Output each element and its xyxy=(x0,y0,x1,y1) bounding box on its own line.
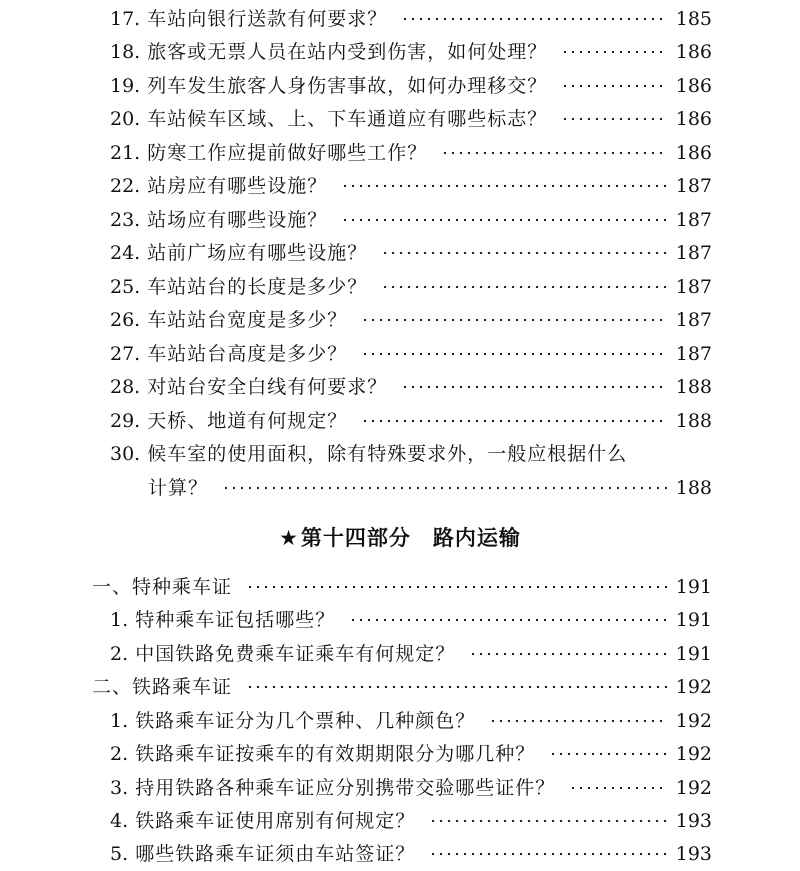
entry-page: 187 xyxy=(675,276,712,298)
entry-number: 29. xyxy=(110,410,141,432)
toc-entry-line1[interactable] xyxy=(110,437,712,471)
section-entry[interactable] xyxy=(92,670,712,704)
part-heading xyxy=(0,520,800,556)
toc-entry[interactable] xyxy=(110,270,712,304)
dot-leader xyxy=(246,685,668,689)
entry-title-continued: 计算？ xyxy=(148,477,209,499)
entry-title: 天桥、地道有何规定？ xyxy=(147,410,348,432)
entry-title: 防寒工作应提前做好哪些工作？ xyxy=(147,142,428,164)
entry-number: 1. xyxy=(110,710,129,732)
dot-leader xyxy=(429,852,668,856)
dot-leader xyxy=(349,618,668,622)
dot-leader xyxy=(361,419,667,423)
entry-title: 车站向银行送款有何要求？ xyxy=(147,8,388,30)
dot-leader xyxy=(401,385,667,389)
dot-leader xyxy=(246,585,668,589)
toc-entry[interactable] xyxy=(110,771,712,805)
entry-page: 191 xyxy=(675,643,712,665)
entry-number: 19. xyxy=(110,75,141,97)
dot-leader xyxy=(489,719,668,723)
toc-entry[interactable] xyxy=(110,69,712,103)
entry-number: 30. xyxy=(110,443,141,465)
entry-page: 187 xyxy=(675,242,712,264)
section-page: 191 xyxy=(675,576,712,598)
toc-entry[interactable] xyxy=(110,35,712,69)
dot-leader xyxy=(569,786,668,790)
entry-title: 哪些铁路乘车证须由车站签证？ xyxy=(135,843,416,865)
entry-title: 铁路乘车证使用席别有何规定？ xyxy=(135,810,416,832)
dot-leader xyxy=(561,117,667,121)
entry-title: 站房应有哪些设施？ xyxy=(147,175,328,197)
section-title: 二、铁路乘车证 xyxy=(92,676,233,698)
toc-entry[interactable] xyxy=(110,303,712,337)
star-icon: ★ xyxy=(279,526,299,550)
entry-page: 191 xyxy=(675,609,712,631)
toc-entry[interactable] xyxy=(110,2,712,36)
toc-entry[interactable] xyxy=(110,136,712,170)
dot-leader xyxy=(401,17,667,21)
dot-leader xyxy=(381,251,667,255)
entry-page: 186 xyxy=(675,142,712,164)
dot-leader xyxy=(341,184,667,188)
entry-page: 192 xyxy=(675,777,712,799)
entry-title: 对站台安全白线有何要求？ xyxy=(147,376,388,398)
entry-number: 1. xyxy=(110,609,129,631)
entry-title: 列车发生旅客人身伤害事故，如何办理移交？ xyxy=(147,75,548,97)
entry-title: 车站站台宽度是多少？ xyxy=(147,309,348,331)
entry-number: 17. xyxy=(110,8,141,30)
toc-entry[interactable] xyxy=(110,603,712,637)
entry-page: 193 xyxy=(675,810,712,832)
dot-leader xyxy=(222,486,668,490)
toc-entry-line2[interactable] xyxy=(148,471,712,505)
entry-title: 站场应有哪些设施？ xyxy=(147,209,328,231)
entry-page: 188 xyxy=(675,376,712,398)
dot-leader xyxy=(469,652,668,656)
entry-title: 车站站台高度是多少？ xyxy=(147,343,348,365)
toc-entry[interactable] xyxy=(110,203,712,237)
entry-number: 2. xyxy=(110,643,129,665)
entry-title: 中国铁路免费乘车证乘车有何规定？ xyxy=(135,643,456,665)
entry-title: 站前广场应有哪些设施？ xyxy=(147,242,368,264)
entry-page: 193 xyxy=(675,843,712,865)
dot-leader xyxy=(381,285,667,289)
entry-number: 2. xyxy=(110,743,129,765)
toc-entry[interactable] xyxy=(110,337,712,371)
toc-entry[interactable] xyxy=(110,704,712,738)
entry-number: 5. xyxy=(110,843,129,865)
entry-number: 18. xyxy=(110,41,141,63)
entry-number: 28. xyxy=(110,376,141,398)
entry-page: 186 xyxy=(675,75,712,97)
entry-page: 187 xyxy=(675,209,712,231)
section-entry[interactable] xyxy=(92,570,712,604)
entry-number: 23. xyxy=(110,209,141,231)
toc-entry[interactable] xyxy=(110,837,712,871)
entry-number: 3. xyxy=(110,777,129,799)
toc-entry[interactable] xyxy=(110,370,712,404)
dot-leader xyxy=(361,318,667,322)
part-title: 路内运输 xyxy=(432,525,521,550)
entry-number: 27. xyxy=(110,343,141,365)
dot-leader xyxy=(561,50,667,54)
entry-page: 192 xyxy=(675,710,712,732)
part-label: 第十四部分 xyxy=(300,525,411,550)
entry-page: 187 xyxy=(675,175,712,197)
dot-leader xyxy=(429,819,668,823)
dot-leader xyxy=(361,352,667,356)
section-title: 一、特种乘车证 xyxy=(92,576,233,598)
entry-title: 旅客或无票人员在站内受到伤害，如何处理？ xyxy=(147,41,548,63)
entry-number: 25. xyxy=(110,276,141,298)
entry-number: 26. xyxy=(110,309,141,331)
entry-number: 4. xyxy=(110,810,129,832)
toc-entry[interactable] xyxy=(110,169,712,203)
dot-leader xyxy=(561,84,667,88)
toc-entry[interactable] xyxy=(110,737,712,771)
entry-title: 车站候车区域、上、下车通道应有哪些标志？ xyxy=(147,108,548,130)
entry-page: 187 xyxy=(675,343,712,365)
entry-page: 185 xyxy=(675,8,712,30)
entry-number: 20. xyxy=(110,108,141,130)
entry-title: 候车室的使用面积，除有特殊要求外，一般应根据什么 xyxy=(147,443,628,465)
dot-leader xyxy=(549,752,668,756)
toc-entry[interactable] xyxy=(110,102,712,136)
toc-entry[interactable] xyxy=(110,236,712,270)
toc-entry[interactable] xyxy=(110,637,712,671)
entry-title: 铁路乘车证按乘车的有效期期限分为哪几种？ xyxy=(135,743,536,765)
toc-entry[interactable] xyxy=(110,804,712,838)
entry-title: 铁路乘车证分为几个票种、几种颜色？ xyxy=(135,710,476,732)
entry-page: 188 xyxy=(675,477,712,499)
entry-page: 187 xyxy=(675,309,712,331)
section-page: 192 xyxy=(675,676,712,698)
entry-page: 186 xyxy=(675,108,712,130)
entry-number: 21. xyxy=(110,142,141,164)
dot-leader xyxy=(341,218,667,222)
entry-page: 188 xyxy=(675,410,712,432)
toc-entry[interactable] xyxy=(110,404,712,438)
entry-page: 186 xyxy=(675,41,712,63)
entry-page: 192 xyxy=(675,743,712,765)
entry-title: 特种乘车证包括哪些？ xyxy=(135,609,336,631)
entry-number: 22. xyxy=(110,175,141,197)
dot-leader xyxy=(441,151,667,155)
entry-title: 车站站台的长度是多少？ xyxy=(147,276,368,298)
entry-title: 持用铁路各种乘车证应分别携带交验哪些证件？ xyxy=(135,777,556,799)
entry-number: 24. xyxy=(110,242,141,264)
